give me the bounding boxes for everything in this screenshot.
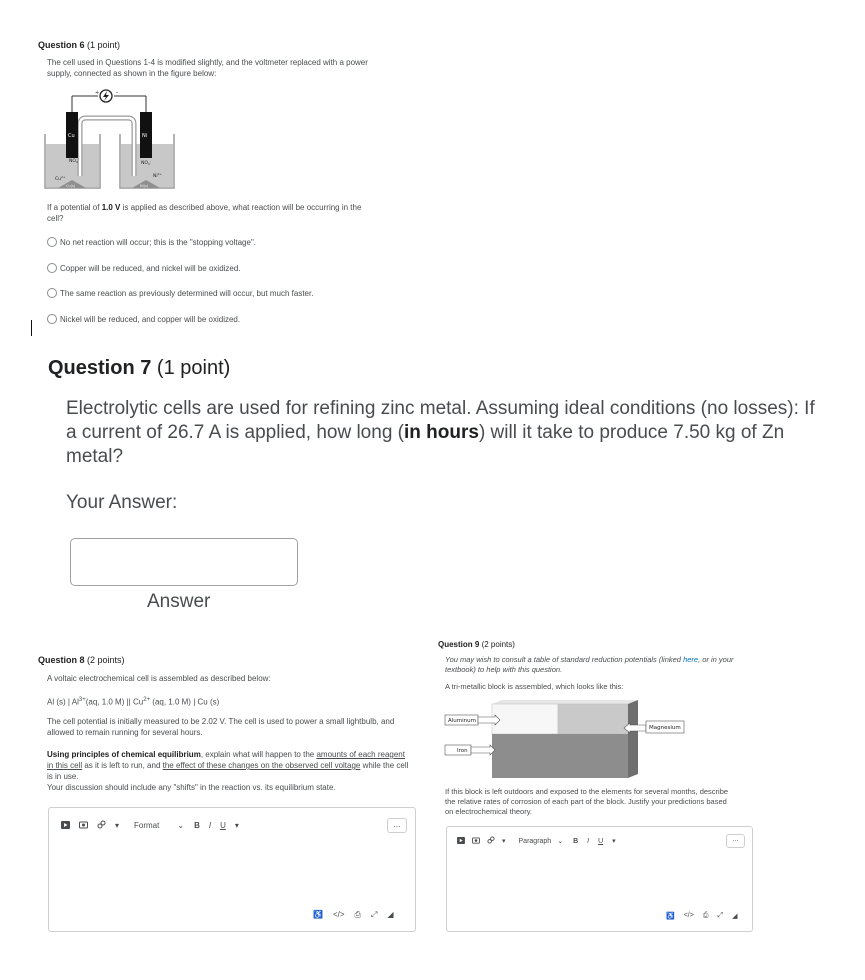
label-ni: Ni (142, 133, 148, 139)
resize-handle-icon[interactable]: ◢ (387, 910, 394, 919)
q9-title (438, 640, 515, 649)
arrow-iron (471, 745, 495, 755)
chevron-down-icon[interactable]: ▾ (115, 821, 120, 830)
q6-title (38, 40, 120, 50)
radio-button[interactable] (47, 263, 57, 273)
text-cursor (31, 320, 32, 336)
label-cu-s: Cu(s) (66, 184, 76, 188)
resize-handle-icon[interactable]: ◢ (732, 913, 738, 920)
format-select[interactable] (519, 837, 564, 845)
q6-option-1[interactable] (47, 237, 256, 247)
label-magnesium: Magnesium (649, 725, 681, 731)
label-cu2: $Cu^{2+}$ (55, 175, 66, 182)
iron-block (492, 734, 628, 778)
chevron-down-icon: ⌄ (177, 821, 185, 830)
q6-option-4[interactable] (47, 314, 240, 324)
q9-toolbar (457, 836, 625, 846)
q9-prompt: If this block is left outdoors and exposed to the elements for several months, describe the relative rates of corrosion of each part of the block. Justify your predictions based on electrochemical theory. (445, 787, 729, 816)
option-label: Copper will be reduced, and nickel will be oxidized. (60, 263, 241, 273)
q8-editor-content[interactable] (59, 843, 404, 903)
q8-cell-notation: Al (s) | $Al^{3+}(aq$, 1.0 M) || $Cu^{2+}$ (aq, 1.0 M) | Cu (s) (47, 697, 220, 707)
image-icon[interactable] (472, 837, 480, 846)
label-no3-right: $NO_3^-$ (141, 159, 151, 166)
bold-button[interactable]: B (573, 837, 579, 845)
q8-title (38, 655, 125, 665)
italic-button[interactable]: I (208, 821, 212, 830)
image-icon[interactable] (79, 821, 88, 831)
radio-button[interactable] (47, 237, 57, 247)
q9-hint: You may wish to consult a table of standard reduction potentials (linked here, or in your textbook) to help with this question. (445, 655, 734, 674)
option-label: The same reaction as previously determined will occur, but much faster. (60, 288, 314, 298)
media-icon[interactable] (457, 837, 465, 846)
italic-button[interactable]: I (587, 837, 590, 845)
bold-button[interactable]: B (194, 821, 200, 830)
radio-button[interactable] (47, 288, 57, 298)
option-label: No net reaction will occur; this is the "stopping voltage". (60, 237, 256, 247)
underline-button[interactable]: U (220, 821, 226, 830)
arrow-aluminum (478, 715, 500, 725)
radio-button[interactable] (47, 314, 57, 324)
more-options-button[interactable]: ... (387, 818, 407, 833)
format-select[interactable] (134, 821, 184, 830)
power-plus: + (95, 90, 100, 96)
q9-block-figure (440, 696, 720, 786)
q6-option-3[interactable] (47, 288, 313, 298)
fullscreen-icon[interactable]: ⤢ (370, 910, 378, 919)
link-icon[interactable] (487, 836, 495, 846)
label-cu: Cu (68, 133, 75, 139)
q6-prompt: If a potential of 1.0 V is applied as described above, what reaction will be occurring in the cell? (47, 203, 362, 223)
magnesium-block (558, 704, 628, 734)
q9-points: (2 points) (481, 640, 515, 649)
label-ni-s: Ni(s) (140, 184, 149, 188)
q8-para3: Your discussion should include any "shifts" in the reaction vs. its equilibrium state. (47, 783, 336, 792)
preview-icon[interactable]: ⎙ (354, 910, 361, 919)
label-no3-left: $NO_3^-$ (69, 157, 79, 164)
q7-body: Electrolytic cells are used for refining zinc metal. Assuming ideal conditions (no losses): If a current of 26.7 A is applied, how long (in hours) will it take to produce 7.50 kg of Zn metal? (66, 398, 815, 467)
fullscreen-icon[interactable]: ⤢ (717, 912, 724, 919)
q7-your-answer-label: Your Answer: (66, 492, 178, 513)
chevron-down-icon[interactable]: ▾ (502, 838, 506, 845)
q6-points: (1 point) (87, 40, 121, 50)
q8-editor[interactable] (48, 807, 416, 932)
chevron-down-icon[interactable]: ▾ (234, 821, 239, 830)
q7-title-text: Question 7 (48, 357, 152, 379)
q8-title-text: Question 8 (38, 655, 85, 665)
label-aluminum: Aluminum (448, 718, 476, 724)
q7-answer-input[interactable] (70, 538, 298, 586)
label-iron: Iron (457, 748, 468, 754)
chevron-down-icon: ⌄ (557, 838, 564, 845)
underline-button[interactable]: U (598, 837, 604, 845)
q6-option-2[interactable] (47, 263, 241, 273)
q6-intro: The cell used in Questions 1-4 is modified slightly, and the voltmeter replaced with a power supply, connected as shown in the figure below: (47, 58, 368, 78)
q9-status-bar (666, 912, 737, 920)
q7-points: (1 point) (156, 357, 231, 379)
q9-intro: A tri-metallic block is assembled, which looks like this: (445, 682, 624, 691)
chevron-down-icon[interactable]: ▾ (612, 838, 616, 845)
option-label: Nickel will be reduced, and copper will be oxidized. (60, 314, 241, 324)
q9-editor[interactable] (446, 826, 753, 932)
q7-answer-label: Answer (147, 591, 211, 612)
code-view-icon[interactable]: </> (332, 910, 345, 919)
q8-points: (2 points) (87, 655, 125, 665)
format-label: Format (134, 821, 160, 830)
q9-title-text: Question 9 (438, 640, 480, 649)
code-view-icon[interactable]: </> (683, 912, 694, 919)
q8-para1: The cell potential is initially measured to be 2.02 V. The cell is used to power a small lightbulb, and allowed to remain running for several hours. (47, 717, 395, 737)
q6-cell-figure (40, 86, 180, 192)
media-icon[interactable] (61, 821, 70, 831)
q7-title (48, 357, 230, 380)
q9-editor-content[interactable] (457, 857, 742, 907)
q8-status-bar (313, 910, 394, 920)
format-label: Paragraph (518, 837, 552, 845)
more-options-button[interactable]: ... (726, 834, 745, 848)
preview-icon[interactable]: ⎙ (702, 912, 709, 919)
q6-title-text: Question 6 (38, 40, 85, 50)
aluminum-block (492, 704, 558, 734)
accessibility-icon[interactable]: ♿ (313, 910, 323, 919)
power-minus: - (116, 89, 119, 96)
q8-para2: Using principles of chemical equilibrium, explain what will happen to the amounts of each reagent in this cell as it is left to run, and the effect of these changes on the observed cell voltage while the cell is in use. (47, 750, 409, 781)
accessibility-icon[interactable]: ♿ (666, 913, 675, 920)
q8-toolbar (61, 820, 248, 831)
link-icon[interactable] (97, 820, 106, 831)
label-ni2: $Ni^{2+}$ (153, 172, 163, 179)
q8-intro: A voltaic electrochemical cell is assembled as described below: (47, 674, 271, 683)
reference-link[interactable]: here (683, 655, 699, 664)
